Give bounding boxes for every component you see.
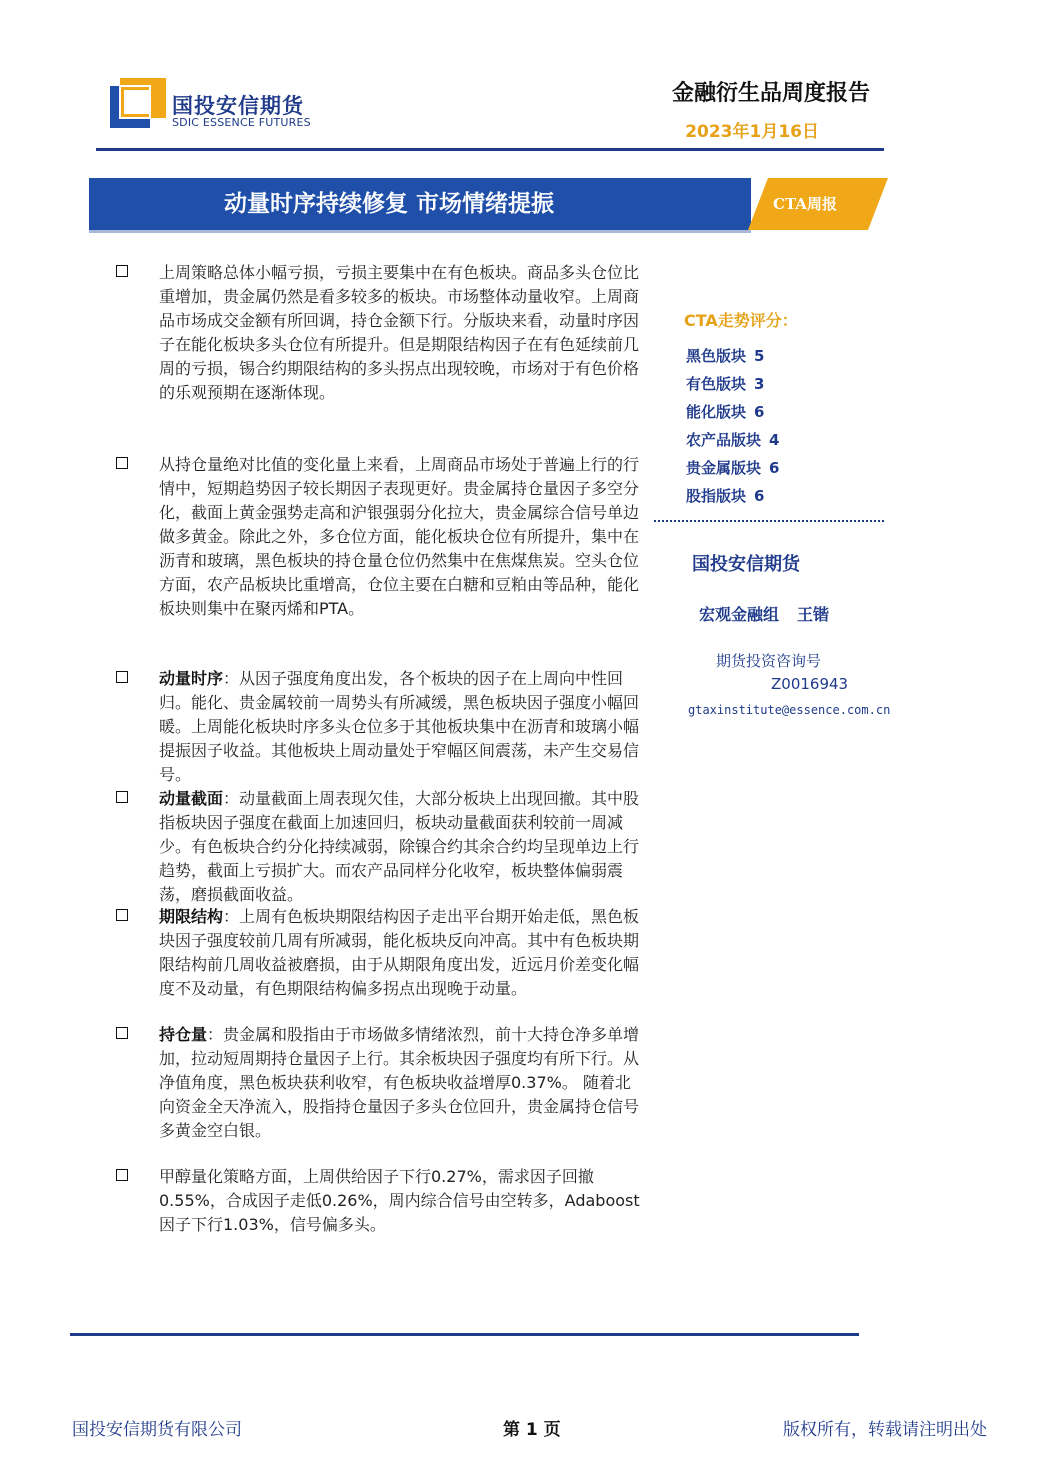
paragraph-term-structure [159, 905, 646, 1001]
paragraph-open-interest [159, 453, 646, 621]
paragraph-methanol-strategy [159, 1165, 646, 1237]
paragraph-label: 期限结构 [159, 907, 224, 926]
paragraph-text: 甲醇量化策略方面，上周供给因子下行0.27%，需求因子回撤0.55%，合成因子走低0.26%，周内综合信号由空转多，Adaboost因子下行1.03%，信号偏多头。 [159, 1167, 640, 1234]
score-sector: 能化版块 [686, 403, 747, 421]
score-sector: 贵金属版块 [686, 459, 762, 477]
score-item [686, 482, 779, 510]
title-banner-shadow [89, 230, 751, 233]
score-sector: 黑色版块 [686, 347, 747, 365]
logo-english-name: SDIC ESSENCE FUTURES [172, 116, 311, 129]
paragraph-label: 动量截面 [159, 789, 224, 808]
paragraph-label: 持仓量 [159, 1025, 208, 1044]
score-item [686, 426, 779, 454]
analyst-name: 王锴 [797, 605, 830, 624]
score-item [686, 342, 779, 370]
paragraph-text: ：动量截面上周表现欠佳，大部分板块上出现回撤。其中股指板块因子强度在截面上加速回归，板块动量截面获利较前一周减少。有色板块合约分化持续减弱，除镍合约其余合约均呈现单边上行趋势，截面上亏损扩大。而农产品同样分化收窄，板块整体偏弱震荡，磨损截面收益。 [159, 789, 640, 904]
bullet-square-icon [116, 1169, 128, 1181]
score-sector: 股指版块 [686, 487, 747, 505]
bullet-square-icon [116, 909, 128, 921]
paragraph-text: 上周策略总体小幅亏损，亏损主要集中在有色板块。商品多头仓位比重增加，贵金属仍然是看多较多的板块。市场整体动量收窄。上周商品市场成交金额有所回调，持仓金额下行。分版块来看，动量时序因子在能化板块多头仓位有所提升。但是期限结构因子在有色延续前几周的亏损，锡合约期限结构的多头拐点出现较晚，市场对于有色价格的乐观预期在逐渐体现。 [159, 263, 640, 402]
banner-tag-label: CTA周报 [773, 195, 837, 213]
header-divider [96, 148, 884, 151]
paragraph-summary [159, 261, 646, 405]
score-value: 6 [754, 403, 765, 421]
license-id: Z0016943 [771, 675, 849, 693]
score-value: 4 [769, 431, 780, 449]
bullet-square-icon [116, 265, 128, 277]
score-sector: 有色版块 [686, 375, 747, 393]
footer-divider [70, 1333, 859, 1336]
paragraph-position [159, 1023, 646, 1143]
sidebar-divider [654, 520, 884, 522]
contact-email: gtaxinstitute@essence.com.cn [688, 703, 891, 717]
footer-company: 国投安信期货有限公司 [72, 1420, 242, 1440]
cta-score-list [686, 342, 779, 510]
paragraph-momentum-cross-section [159, 787, 646, 907]
license-label: 期货投资咨询号 [716, 652, 822, 670]
report-date: 2023年1月16日 [685, 122, 819, 142]
score-value: 3 [754, 375, 765, 393]
team-name: 宏观金融组 [699, 605, 780, 624]
page-number: 第 1 页 [503, 1420, 561, 1440]
bullet-square-icon [116, 791, 128, 803]
sidebar-company-name: 国投安信期货 [692, 554, 800, 575]
company-logo-icon [110, 78, 166, 128]
paragraph-text: ：贵金属和股指由于市场做多情绪浓烈，前十大持仓净多单增加，拉动短周期持仓量因子上行。其余板块因子强度均有所下行。从净值角度，黑色板块获利收窄，有色板块收益增厚0.37%。 随着北向资金全天净流入，股指持仓量因子多头仓位回升，贵金属持仓信号多黄金空白银。 [159, 1025, 640, 1140]
score-item [686, 398, 779, 426]
score-item [686, 370, 779, 398]
banner-title: 动量时序持续修复 市场情绪提振 [223, 191, 554, 217]
score-item [686, 454, 779, 482]
paragraph-text: ：上周有色板块期限结构因子走出平台期开始走低，黑色板块因子强度较前几周有所减弱，能化板块反向冲高。其中有色板块期限结构前几周收益被磨损，由于从期限角度出发，近远月价差变化幅度不及动量，有色期限结构偏多拐点出现晚于动量。 [159, 907, 640, 998]
bullet-square-icon [116, 671, 128, 683]
bullet-square-icon [116, 1027, 128, 1039]
bullet-square-icon [116, 457, 128, 469]
paragraph-text: 从持仓量绝对比值的变化量上来看，上周商品市场处于普遍上行的行情中，短期趋势因子较长期因子表现更好。贵金属持仓量因子多空分化，截面上黄金强势走高和沪银强弱分化拉大，贵金属综合信号单边做多黄金。除此之外，多仓位方面，能化板块仓位有所提升，集中在沥青和玻璃，黑色板块的持仓量仓位仍然集中在焦煤焦炭。空头仓位方面，农产品板块比重增高，仓位主要在白糖和豆粕由等品种，能化板块则集中在聚丙烯和PTA。 [159, 455, 640, 618]
cta-score-heading: CTA走势评分： [684, 311, 798, 330]
logo-company-name: 国投安信期货 [172, 94, 304, 118]
paragraph-label: 动量时序 [159, 669, 224, 688]
footer-copyright: 版权所有，转载请注明出处 [783, 1420, 987, 1440]
score-value: 5 [754, 347, 765, 365]
sidebar-author [699, 602, 829, 625]
score-value: 6 [769, 459, 780, 477]
paragraph-momentum-timeseries [159, 667, 646, 787]
score-sector: 农产品版块 [686, 431, 762, 449]
report-title: 金融衍生品周度报告 [671, 81, 870, 106]
paragraph-text: ：从因子强度角度出发，各个板块的因子在上周向中性回归。能化、贵金属较前一周势头有所减缓，黑色板块因子强度小幅回暖。上周能化板块时序多头仓位多于其他板块集中在沥青和玻璃小幅提振因子收益。其他板块上周动量处于窄幅区间震荡，未产生交易信号。 [159, 669, 640, 784]
score-value: 6 [754, 487, 765, 505]
